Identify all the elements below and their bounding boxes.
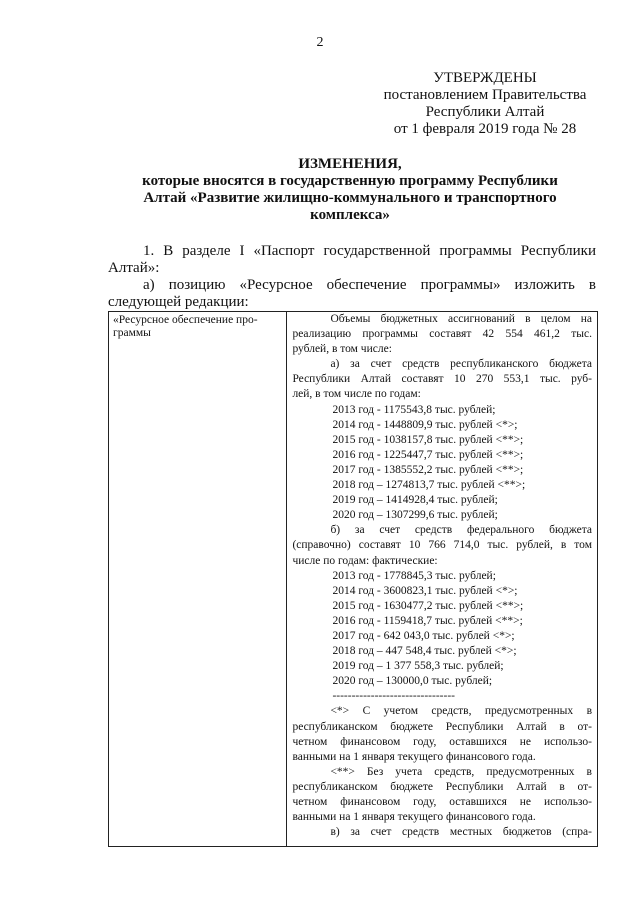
approval-line: Республики Алтай <box>425 104 545 120</box>
content-line: 2017 год - 1385552,2 тыс. рублей <**>; <box>332 463 524 476</box>
footnote-line: четном финансовом году, оставшихся не использо- <box>292 735 592 748</box>
title-heading: ИЗМЕНЕНИЯ, <box>298 156 402 172</box>
content-line: 2013 год - 1175543,8 тыс. рублей; <box>332 403 496 416</box>
footnote-line: ванными на 1 января текущего финансового года. <box>292 750 536 763</box>
footnote-line: республиканском бюджете Республики Алтай в от- <box>292 720 592 733</box>
content-line: 2013 год - 1778845,3 тыс. рублей; <box>332 569 496 582</box>
paragraph-2 <box>108 277 596 311</box>
content-line: б) за счет средств федерального бюджета <box>330 524 592 537</box>
paragraph-line: Алтай»: <box>108 260 160 276</box>
cut-off-spacer <box>292 840 592 846</box>
title-line: Алтай «Развитие жилищно-коммунального и транспортного <box>143 190 557 206</box>
approval-date: от 1 февраля 2019 года № 28 <box>393 121 577 137</box>
content-line: реализацию программы составят 42 554 461,2 тыс. <box>292 328 592 341</box>
footnote-line: республиканском бюджете Республики Алтай в от- <box>292 780 592 793</box>
content-line: 2019 год – 1 377 558,3 тыс. рублей; <box>332 660 504 673</box>
paragraph-line: следующей редакции: <box>108 294 249 310</box>
content-line: 2015 год - 1630477,2 тыс. рублей <**>; <box>332 599 524 612</box>
content-line: а) за счет средств республиканского бюджета <box>330 358 592 371</box>
content-line: 2019 год – 1414928,4 тыс. рублей; <box>332 494 498 507</box>
content-line: 2016 год - 1225447,7 тыс. рублей <**>; <box>332 448 524 461</box>
content-line: 2017 год - 642 043,0 тыс. рублей <*>; <box>332 629 515 642</box>
paragraph-line: а) позицию «Ресурсное обеспечение программы» изложить в <box>143 277 596 293</box>
footnote-line: четном финансовом году, оставшихся не использо- <box>292 796 592 808</box>
footnote-line: ванными на 1 января текущего финансового года. <box>292 811 536 824</box>
content-line: (справочно) составят 10 766 714,0 тыс. рублей, в том <box>292 539 592 552</box>
title-line: которые вносятся в государственную программу Республики <box>142 173 558 189</box>
paragraph-line: 1. В разделе I «Паспорт государственной программы Республики <box>143 243 596 259</box>
footnote-line: <*> С учетом средств, предусмотренных в <box>330 705 592 718</box>
content-line: 2014 год - 1448809,9 тыс. рублей <*>; <box>332 418 518 431</box>
approval-line: постановлением Правительства <box>383 87 587 103</box>
label-line: «Ресурсное обеспечение про- <box>113 314 258 326</box>
content-line: 2020 год – 130000,0 тыс. рублей; <box>332 675 493 688</box>
approval-heading: УТВЕРЖДЕНЫ <box>433 70 537 86</box>
content-line: Объемы бюджетных ассигнований в целом на <box>330 313 592 325</box>
approval-block <box>375 70 595 138</box>
content-line: 2014 год - 3600823,1 тыс. рублей <*>; <box>332 584 518 597</box>
content-line: 2016 год - 1159418,7 тыс. рублей <**>; <box>332 614 523 627</box>
paragraph-1 <box>108 243 596 277</box>
content-line: рублей, в том числе: <box>292 343 392 356</box>
page-number: 2 <box>316 35 324 50</box>
content-line: 2018 год – 1274813,7 тыс. рублей <**>; <box>332 479 526 492</box>
footnote-line: <**> Без учета средств, предусмотренных в <box>330 765 592 778</box>
title-line: комплекса» <box>310 207 390 223</box>
content-line: Республики Алтай составят 10 270 553,1 тыс. руб- <box>292 373 592 386</box>
footnote-separator: -------------------------------- <box>332 690 455 703</box>
content-line: 2018 год – 447 548,4 тыс. рублей <*>; <box>332 645 517 658</box>
content-line: числе по годам: фактические: <box>292 554 438 567</box>
content-line: 2020 год – 1307299,6 тыс. рублей; <box>332 509 498 522</box>
document-title <box>100 156 600 224</box>
resource-table <box>108 311 598 847</box>
content-line: лей, в том числе по годам: <box>292 388 421 401</box>
label-line: граммы <box>113 327 151 339</box>
table-row <box>109 312 598 847</box>
content-line: 2015 год - 1038157,8 тыс. рублей <**>; <box>332 433 524 446</box>
table-cell-content <box>287 312 598 847</box>
content-line: в) за счет средств местных бюджетов (спра- <box>330 826 592 839</box>
table-cell-label <box>109 312 287 847</box>
